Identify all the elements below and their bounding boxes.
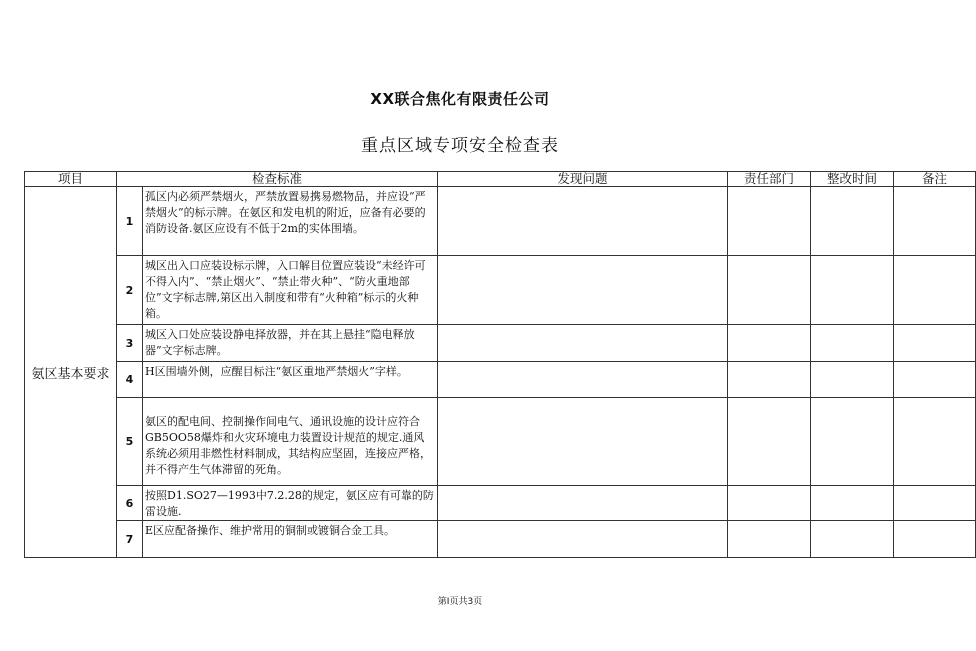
issues-cell bbox=[438, 256, 728, 325]
project-cell: 氨区基本要求 bbox=[25, 187, 117, 558]
table-row bbox=[25, 398, 976, 486]
deadline-cell bbox=[811, 256, 894, 325]
table-row bbox=[25, 256, 976, 325]
remarks-cell bbox=[894, 325, 976, 362]
header-department: 责任部门 bbox=[728, 172, 811, 187]
row-number: 7 bbox=[117, 521, 143, 558]
table-row bbox=[25, 362, 976, 398]
department-cell bbox=[728, 187, 811, 256]
issues-cell bbox=[438, 362, 728, 398]
table-row bbox=[25, 521, 976, 558]
table-row bbox=[25, 325, 976, 362]
company-name: XX联合焦化有限责任公司 bbox=[370, 90, 550, 108]
table-row bbox=[25, 486, 976, 521]
standard-cell: H区围墙外侧，应醒目标注“氨区重地严禁烟火”字样。 bbox=[143, 362, 438, 398]
issues-cell bbox=[438, 398, 728, 486]
standard-cell: E区应配备操作、维护常用的铜制或镀铜合金工具。 bbox=[143, 521, 438, 558]
row-number: 5 bbox=[117, 398, 143, 486]
header-project: 项目 bbox=[25, 172, 117, 187]
issues-cell bbox=[438, 486, 728, 521]
department-cell bbox=[728, 256, 811, 325]
row-number: 2 bbox=[117, 256, 143, 325]
header-issues: 发现问题 bbox=[438, 172, 728, 187]
header-remarks: 备注 bbox=[894, 172, 976, 187]
remarks-cell bbox=[894, 256, 976, 325]
remarks-cell bbox=[894, 362, 976, 398]
standard-cell: 按照D1.SO27—1993中7.2.28的规定，氨区应有可靠的防雷设施. bbox=[143, 486, 438, 521]
inspection-table bbox=[24, 171, 976, 558]
deadline-cell bbox=[811, 486, 894, 521]
row-number: 6 bbox=[117, 486, 143, 521]
issues-cell bbox=[438, 187, 728, 256]
row-number: 1 bbox=[117, 187, 143, 256]
standard-cell: 城区出入口应装设标示牌，入口解目位置应装设“未经许可不得入内”、“禁止烟火”、“禁止带火种”、“防火重地部位”文字标志牌,第区出入制度和带有“火种箱”标示的火种箱。 bbox=[143, 256, 438, 325]
standard-cell: 城区入口处应装设静电择放器，并在其上悬挂“隐电释放器”文字标志牌。 bbox=[143, 325, 438, 362]
remarks-cell bbox=[894, 398, 976, 486]
department-cell bbox=[728, 362, 811, 398]
header-standard: 检查标准 bbox=[117, 172, 438, 187]
remarks-cell bbox=[894, 187, 976, 256]
department-cell bbox=[728, 521, 811, 558]
row-number: 3 bbox=[117, 325, 143, 362]
remarks-cell bbox=[894, 486, 976, 521]
deadline-cell bbox=[811, 187, 894, 256]
deadline-cell bbox=[811, 398, 894, 486]
table-header-row bbox=[25, 172, 976, 187]
deadline-cell bbox=[811, 362, 894, 398]
deadline-cell bbox=[811, 521, 894, 558]
standard-cell: 孤区内必须严禁烟火，严禁放置易携易燃物品，并应设“严禁烟火”的标示牌。在氨区和发电机的附近，应备有必要的消防设备.氨区应设有不低于2m的实体围墙。 bbox=[143, 187, 438, 256]
remarks-cell bbox=[894, 521, 976, 558]
table-row bbox=[25, 187, 976, 256]
standard-cell: 氨区的配电间、控制操作间电气、通讯设施的设计应符合GB5OO58爆炸和火灾环境电力装置设计规范的规定.通风系统必须用非燃性材料制成，其结构应坚固，连接应严格，并不得产生气体滞留的死角。 bbox=[143, 398, 438, 486]
deadline-cell bbox=[811, 325, 894, 362]
department-cell bbox=[728, 325, 811, 362]
header-deadline: 整改时间 bbox=[811, 172, 894, 187]
issues-cell bbox=[438, 325, 728, 362]
issues-cell bbox=[438, 521, 728, 558]
department-cell bbox=[728, 398, 811, 486]
department-cell bbox=[728, 486, 811, 521]
page-number: 第I页共3页 bbox=[437, 597, 483, 607]
document-title: 重点区域专项安全检查表 bbox=[361, 136, 559, 156]
row-number: 4 bbox=[117, 362, 143, 398]
